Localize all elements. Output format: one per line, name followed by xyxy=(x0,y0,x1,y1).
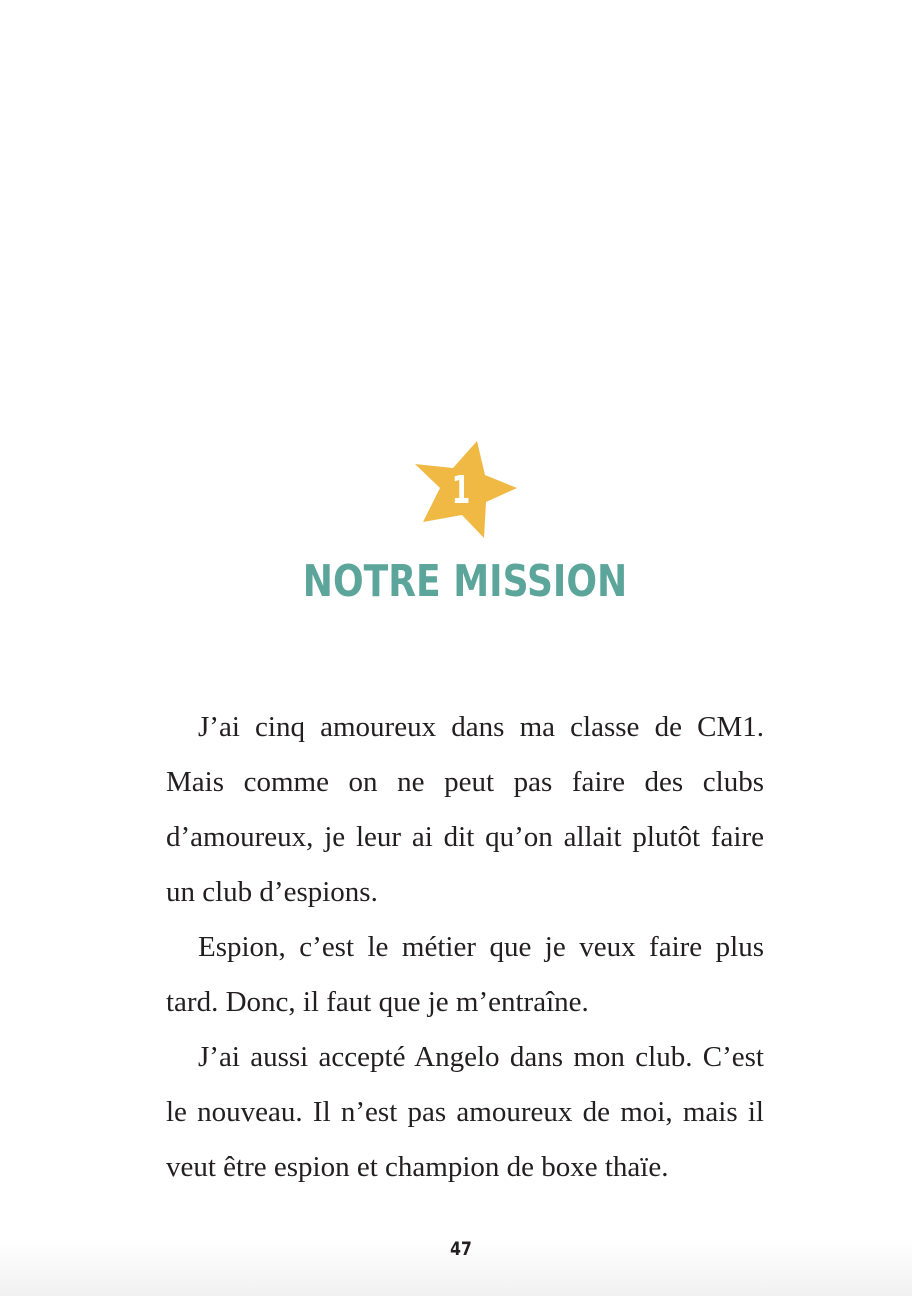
chapter-badge xyxy=(415,441,517,539)
paragraph: J’ai cinq amoureux dans ma classe de CM1. Mais comme on ne peut pas faire des clubs d’amoureux, je leur ai dit qu’on allait plutôt faire un club d’espions. xyxy=(166,711,764,908)
page-number: 47 xyxy=(450,1238,472,1260)
paragraph: J’ai aussi accepté Angelo dans mon club. C’est le nouveau. Il n’est pas amoureux de moi, mais il veut être espion et champion de boxe thaïe. xyxy=(166,1041,764,1183)
chapter-body xyxy=(166,700,764,1195)
paragraph: Espion, c’est le métier que je veux faire plus tard. Donc, il faut que je m’entraîne. xyxy=(166,931,764,1018)
chapter-title: NOTRE MISSION xyxy=(302,556,628,607)
chapter-number: 1 xyxy=(451,468,471,512)
